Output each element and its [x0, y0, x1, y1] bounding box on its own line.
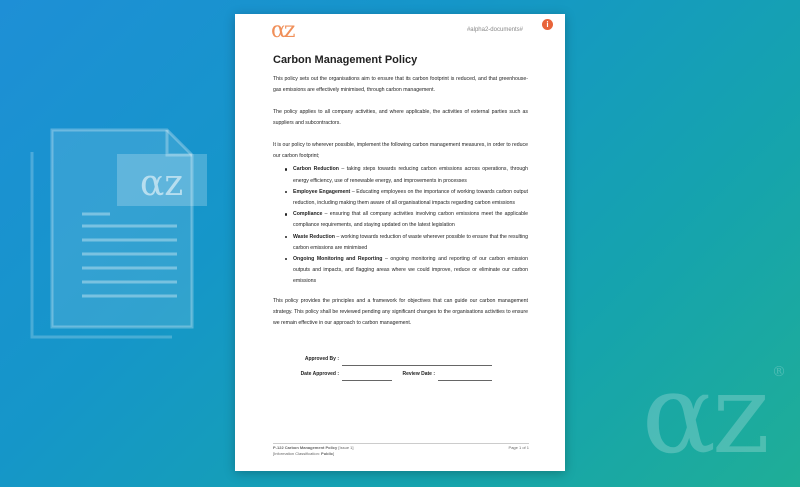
- measure-item: [285, 187, 528, 209]
- document-title: Carbon Management Policy: [273, 54, 418, 66]
- measure-item: [285, 164, 528, 186]
- footer-divider: [273, 443, 529, 444]
- document-body: [273, 54, 528, 340]
- measure-term: Employee Engagement: [293, 188, 351, 195]
- measure-item: [285, 254, 528, 288]
- measure-term: Compliance: [293, 211, 323, 218]
- measure-item: [285, 209, 528, 231]
- review-date-label: Review Date :: [402, 371, 435, 377]
- background-doc-logo: αz: [140, 163, 184, 204]
- measure-text: – Educating employees on the importance of working towards carbon output reduction, including making them aware of all organisational impacts regarding carbon emissions: [293, 188, 528, 207]
- scope-paragraph: The policy applies to all company activities, and where applicable, the activities of external parties such as suppliers and subcontractors.: [273, 108, 528, 127]
- review-date-field[interactable]: [438, 371, 492, 381]
- lead-in-paragraph: It is our policy to wherever possible, implement the following carbon management measures, in order to reduce our carbon footprint;: [273, 141, 528, 160]
- date-approved-label: Date Approved :: [300, 371, 339, 377]
- closing-paragraph: This policy provides the principles and a framework for objectives that can guide our carbon management strategy. This policy shall be reviewed pending any significant changes to the organisations activities to ensure we remain effective in our approach to carbon management.: [273, 297, 528, 327]
- registered-mark: ®: [772, 364, 782, 380]
- footer-page-number: Page 1 of 1: [508, 445, 529, 450]
- footer-classification-label: [Information Classification:: [273, 451, 320, 456]
- measure-item: [285, 232, 528, 254]
- footer-doc-ref: P-122 Carbon Management Policy: [273, 445, 338, 450]
- measures-list: [285, 164, 528, 287]
- measure-term: Carbon Reduction: [293, 166, 339, 173]
- document-logo: αz: [271, 18, 294, 43]
- footer-classification-value: Public: [321, 451, 334, 456]
- measure-term: Waste Reduction: [293, 233, 335, 240]
- footer-doc-info: [273, 445, 354, 457]
- background-logo-text: αz: [641, 350, 766, 478]
- approved-by-field[interactable]: [342, 356, 492, 366]
- measure-text: – ongoing monitoring and reporting of our carbon emission outputs and impacts, and flagging areas where we could improve, reduce or eliminate our carbon emissions: [293, 256, 529, 285]
- intro-paragraph: This policy sets out the organisations aim to ensure that its carbon footprint is reduced, and that greenhouse-gas emissions are effectively minimised, through carbon management.: [273, 76, 528, 94]
- measure-text: – working towards reduction of waste wherever possible to ensure that the resulting carbon emissions are minimised: [293, 233, 528, 251]
- footer-issue: [Issue 1]: [338, 445, 354, 450]
- info-icon[interactable]: i: [542, 19, 553, 30]
- measure-term: Ongoing Monitoring and Reporting: [293, 256, 383, 263]
- document-hashtag: #alpha2-documents#: [466, 27, 523, 33]
- document-page: [235, 14, 565, 471]
- background-alpha2-logo: [641, 350, 782, 478]
- approved-by-label: Approved By :: [304, 356, 339, 362]
- footer-classification-close: ]: [333, 451, 335, 456]
- measure-text: – ensuring that all company activities involving carbon emissions meet the applicable compliance requirements, and staying updated on the latest legislation: [293, 211, 528, 229]
- background-document-icon: [22, 122, 210, 342]
- measure-text: – taking steps towards reducing carbon emissions across operations, through energy efficiency, use of renewable energy, and improvements in processes: [293, 166, 528, 184]
